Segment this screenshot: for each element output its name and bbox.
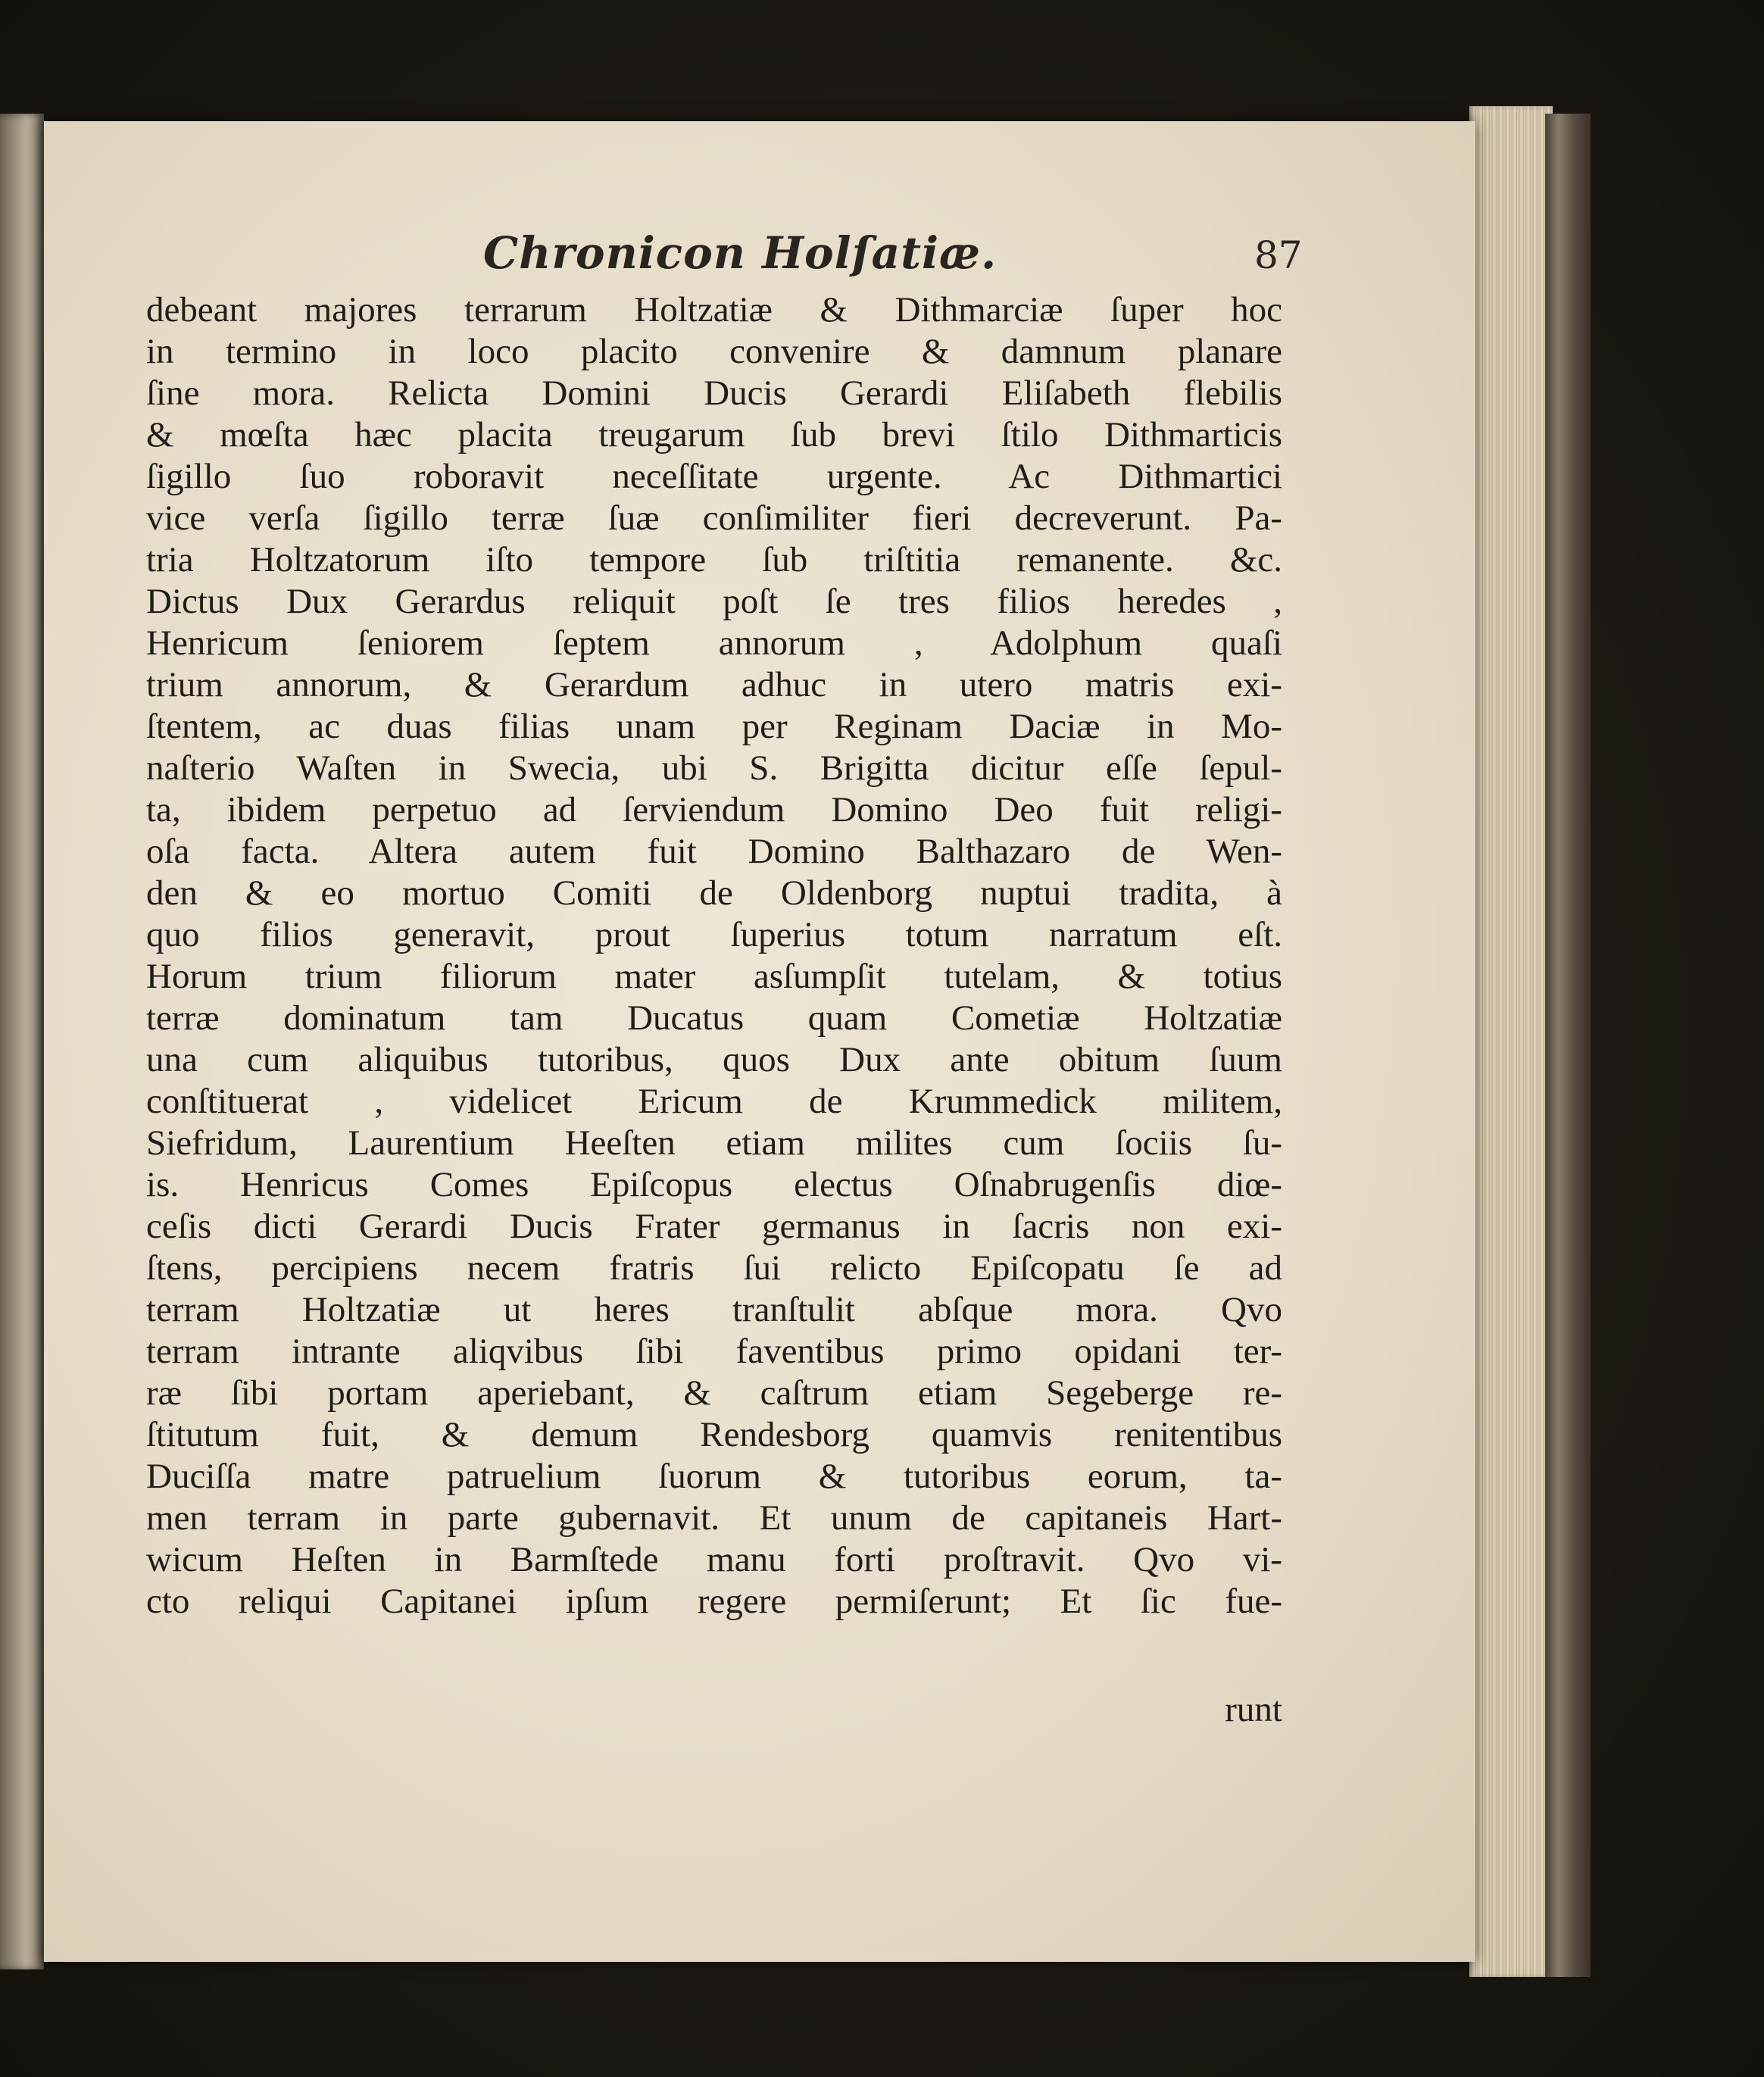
text-line: ta, ibidem perpetuo ad ſerviendum Domino Deo fuit religi- <box>146 790 1282 829</box>
text-line: ſtens, percipiens necem fratris ſui relicto Epiſcopatu ſe ad <box>146 1248 1282 1288</box>
book-cover-edge <box>1545 114 1591 1977</box>
text-line: Siefridum, Laurentium Heeſten etiam milites cum ſociis ſu- <box>146 1123 1282 1163</box>
text-line: den & eo mortuo Comiti de Oldenborg nuptui tradita, à <box>146 873 1282 913</box>
body-text <box>146 289 1282 1623</box>
text-line: terræ dominatum tam Ducatus quam Cometiæ Holtzatiæ <box>146 998 1282 1038</box>
text-line: wicum Heſten in Barmſtede manu forti proſtravit. Qvo vi- <box>146 1540 1282 1579</box>
text-line: Dictus Dux Gerardus reliquit poſt ſe tres filios heredes , <box>146 582 1282 621</box>
text-line: ræ ſibi portam aperiebant, & caſtrum etiam Segeberge re- <box>146 1373 1282 1413</box>
text-line: cto reliqui Capitanei ipſum regere permiſerunt; Et ſic fue- <box>146 1582 1282 1621</box>
catchword: runt <box>1225 1690 1282 1729</box>
text-line: debeant majores terrarum Holtzatiæ & Dithmarciæ ſuper hoc <box>146 290 1282 330</box>
text-line: Duciſſa matre patruelium ſuorum & tutoribus eorum, ta- <box>146 1457 1282 1496</box>
text-line: ceſis dicti Gerardi Ducis Frater germanus in ſacris non exi- <box>146 1207 1282 1246</box>
text-line: men terram in parte gubernavit. Et unum de capitaneis Hart- <box>146 1498 1282 1538</box>
page-header <box>44 227 1475 288</box>
text-line: ſtentem, ac duas filias unam per Reginam Daciæ in Mo- <box>146 707 1282 746</box>
text-line: Horum trium filiorum mater asſumpſit tutelam, & totius <box>146 957 1282 996</box>
page-number: 87 <box>1254 233 1303 277</box>
text-line: Henricum ſeniorem ſeptem annorum , Adolphum quaſi <box>146 623 1282 663</box>
text-line: conſtituerat , videlicet Ericum de Krummedick militem, <box>146 1082 1282 1121</box>
text-line: is. Henricus Comes Epiſcopus electus Oſnabrugenſis diœ- <box>146 1165 1282 1204</box>
text-line: ſigillo ſuo roboravit neceſſitate urgente. Ac Dithmartici <box>146 457 1282 496</box>
text-line: una cum aliquibus tutoribus, quos Dux ante obitum ſuum <box>146 1040 1282 1079</box>
text-line: ſtitutum fuit, & demum Rendesborg quamvis renitentibus <box>146 1415 1282 1454</box>
text-line: tria Holtzatorum iſto tempore ſub triſtitia remanente. &c. <box>146 540 1282 579</box>
facing-page-edge <box>0 114 44 1969</box>
running-title: Chronicon Holſatiæ. <box>483 227 998 279</box>
text-line: ſine mora. Relicta Domini Ducis Gerardi Eliſabeth flebilis <box>146 373 1282 413</box>
text-line: oſa facta. Altera autem fuit Domino Balthazaro de Wen- <box>146 832 1282 871</box>
text-line: vice verſa ſigillo terræ ſuæ conſimiliter fieri decreverunt. Pa- <box>146 498 1282 538</box>
text-line: terram intrante aliqvibus ſibi faventibus primo opidani ter- <box>146 1332 1282 1371</box>
text-line: naſterio Waſten in Swecia, ubi S. Brigitta dicitur eſſe ſepul- <box>146 748 1282 788</box>
text-line: terram Holtzatiæ ut heres tranſtulit abſque mora. Qvo <box>146 1290 1282 1329</box>
text-line: quo filios generavit, prout ſuperius totum narratum eſt. <box>146 915 1282 954</box>
page-stack-edge <box>1469 106 1553 1977</box>
text-line: trium annorum, & Gerardum adhuc in utero matris exi- <box>146 665 1282 704</box>
text-line: in termino in loco placito convenire & damnum planare <box>146 332 1282 371</box>
text-line: & mœſta hæc placita treugarum ſub brevi ſtilo Dithmarticis <box>146 415 1282 454</box>
book-page <box>44 121 1475 1962</box>
